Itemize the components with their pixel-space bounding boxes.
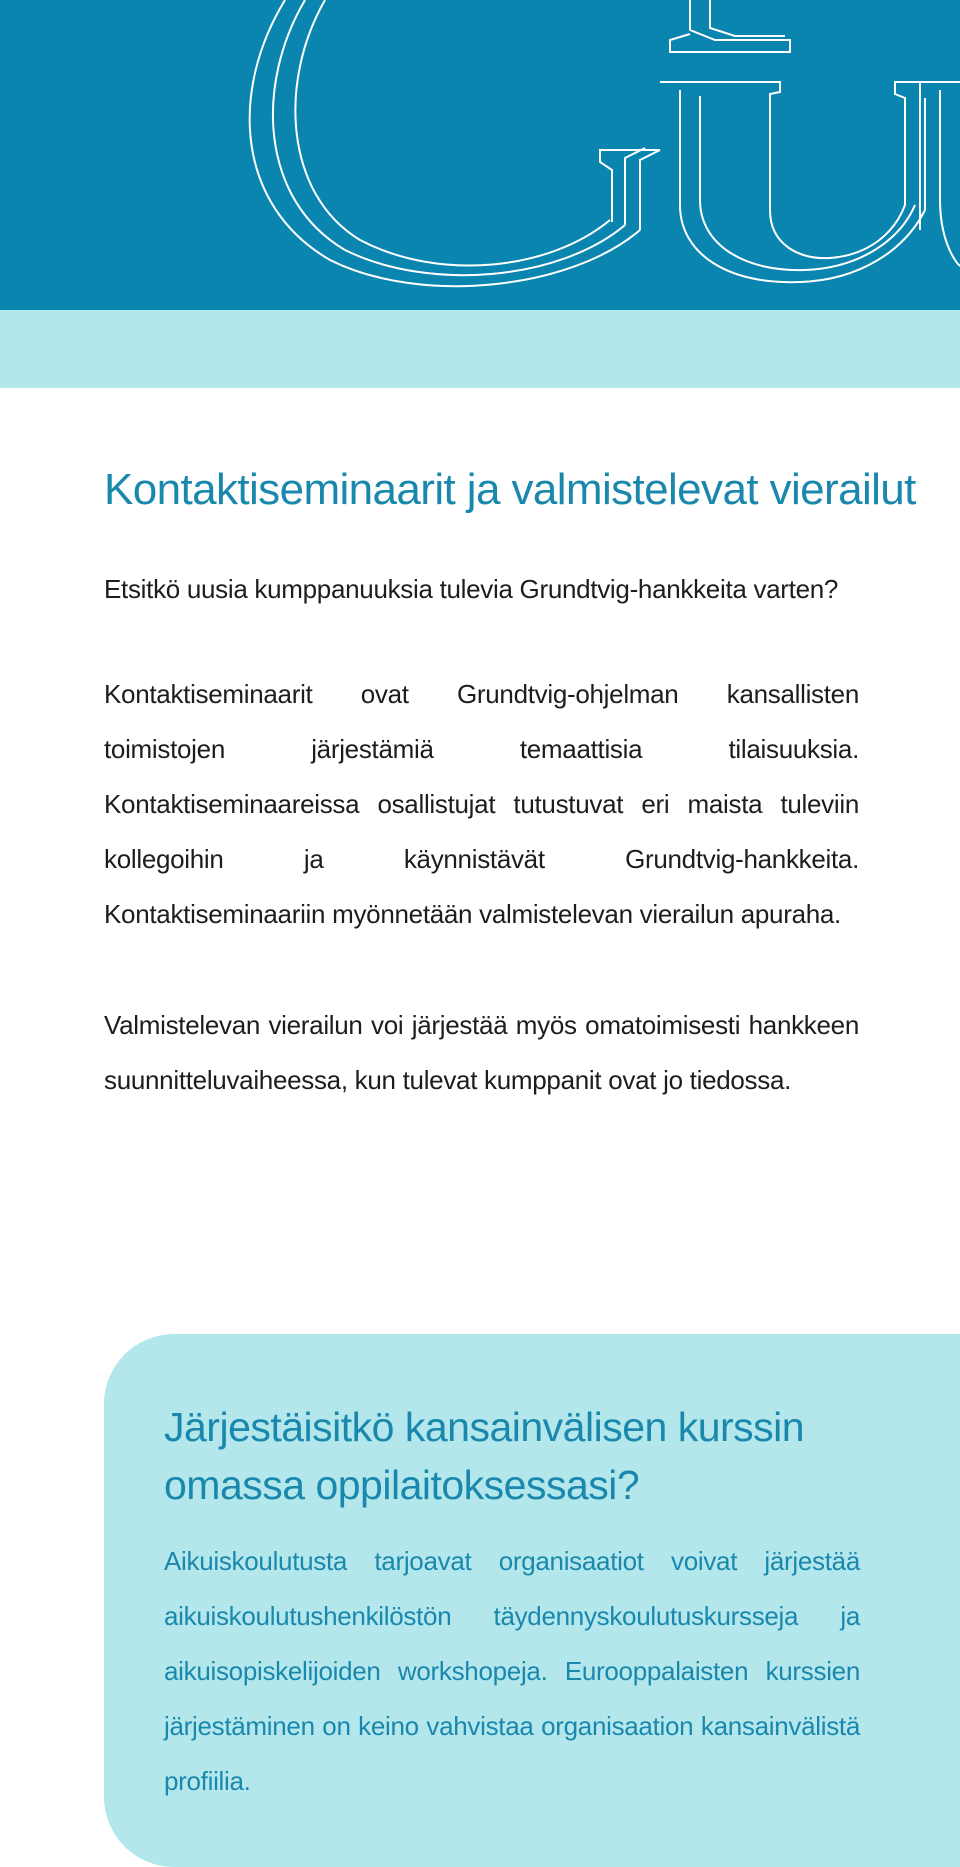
- article-lead: Etsitkö uusia kumppanuuksia tulevia Grundtvig-hankkeita varten?: [104, 574, 839, 604]
- article-title: Kontaktiseminaarit ja valmistelevat vierailut: [104, 465, 916, 514]
- outlined-gu-letters-logo-icon: [0, 0, 960, 310]
- article-paragraph: Kontaktiseminaarit ovat Grundtvig-ohjelman kansallisten toimistojen järjestämiä temaattisia tilaisuuksia. Kontaktiseminaareissa osallistujat tutustuvat eri maista tuleviin kollegoihin ja käynnistävät Grundtvig-hankkeita. Kontaktiseminaariin myönnetään valmistelevan vierailun apuraha.: [104, 679, 859, 929]
- callout-title: Järjestäisitkö kansainvälisen kurssin omassa oppilaitoksessasi?: [164, 1404, 805, 1508]
- article-paragraph: Valmistelevan vierailun voi järjestää myös omatoimisesti hankkeen suunnitteluvaiheessa, kun tulevat kumppanit ovat jo tiedossa.: [104, 1010, 859, 1095]
- light-band: [0, 310, 960, 388]
- article: [104, 462, 916, 1164]
- callout-box: [104, 1334, 960, 1867]
- header-band: [0, 0, 960, 310]
- callout-body: Aikuiskoulutusta tarjoavat organisaatiot voivat järjestää aikuiskoulutushenkilöstön täydennyskoulutuskursseja ja aikuisopiskelijoiden workshopeja. Eurooppalaisten kurssien järjestäminen on keino vahvistaa organisaation kansainvälistä profiilia.: [164, 1546, 860, 1796]
